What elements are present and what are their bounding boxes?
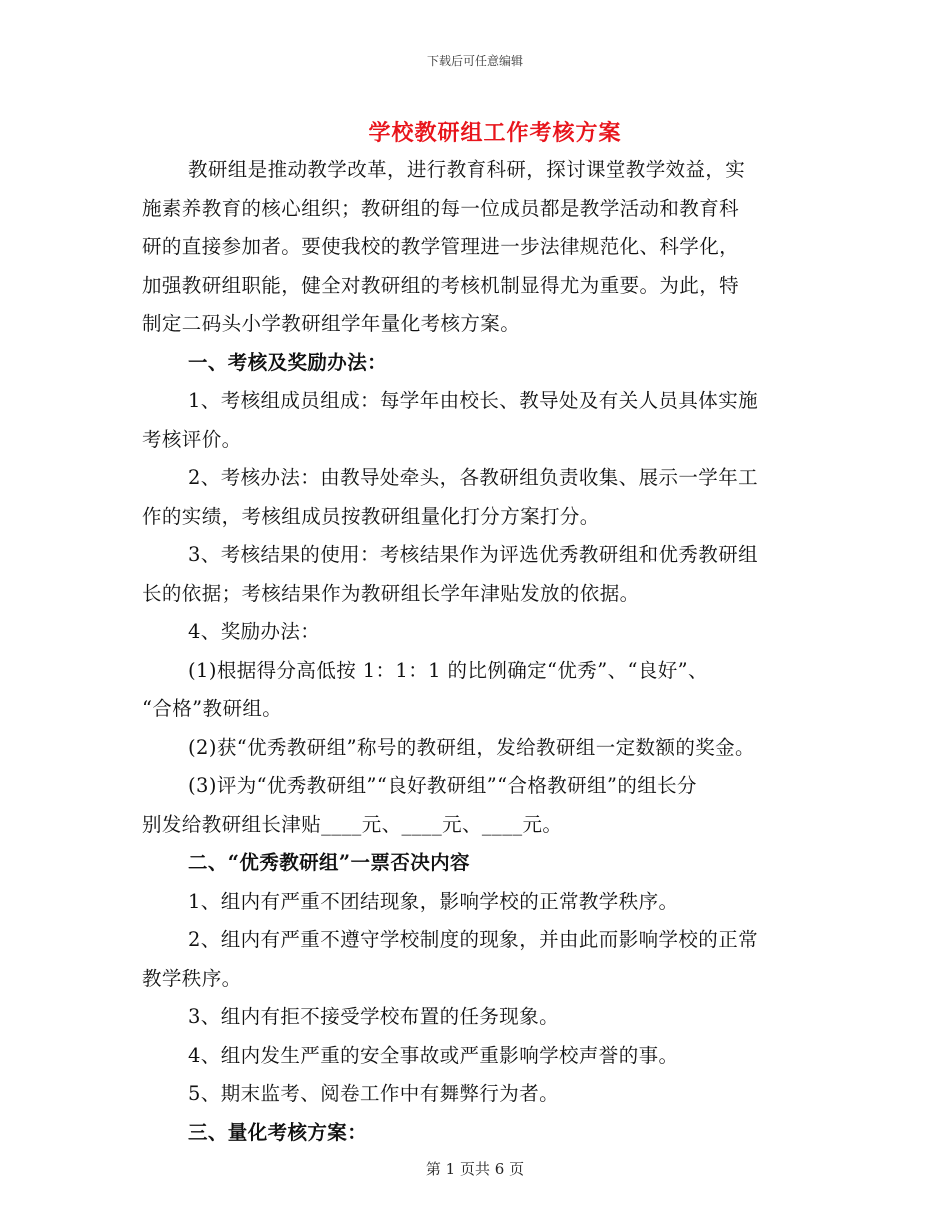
page-number-footer: 第 1 页共 6 页 <box>425 1160 525 1178</box>
reward-item-line: “合格”教研组。 <box>142 697 283 720</box>
veto-item-line: 3、组内有拒不接受学校布置的任务现象。 <box>188 1005 560 1028</box>
intro-paragraph-line: 施素养教育的核心组织；教研组的每一位成员都是教学活动和教育科 <box>142 196 740 220</box>
section-1-item-line: 4、奖励办法： <box>188 620 321 643</box>
section-1-item-line: 2、考核办法：由教导处牵头，各教研组负责收集、展示一学年工 <box>188 466 759 489</box>
veto-item-line: 2、组内有严重不遵守学校制度的现象，并由此而影响学校的正常 <box>188 928 759 951</box>
document-body <box>142 151 822 1152</box>
intro-paragraph-line: 教研组是推动教学改革，进行教育科研，探讨课堂教学效益，实 <box>188 158 746 181</box>
section-heading-2: 二、“优秀教研组”一票否决内容 <box>188 851 470 874</box>
reward-item-line: (1)根据得分高低按 1：1：1 的比例确定“优秀”、“良好”、 <box>188 658 708 682</box>
intro-paragraph-line: 研的直接参加者。要使我校的教学管理进一步法律规范化、科学化， <box>142 235 740 258</box>
page-header-note: 下载后可任意编辑 <box>426 54 523 68</box>
section-1-item-line: 1、考核组成员组成：每学年由校长、教导处及有关人员具体实施 <box>188 389 759 412</box>
section-1-item-line: 考核评价。 <box>142 427 242 451</box>
section-1-item-line: 长的依据；考核结果作为教研组长学年津贴发放的依据。 <box>142 581 640 605</box>
section-heading-3: 三、量化考核方案： <box>188 1120 368 1144</box>
veto-item-line: 教学秩序。 <box>142 966 242 990</box>
veto-item-line: 1、组内有严重不团结现象，影响学校的正常教学秩序。 <box>188 889 679 913</box>
reward-item-line: (3)评为“优秀教研组”“良好教研组”“合格教研组”的组长分 <box>188 774 697 797</box>
section-1-item-line: 3、考核结果的使用：考核结果作为评选优秀教研组和优秀教研组 <box>188 543 759 566</box>
intro-paragraph-line: 制定二码头小学教研组学年量化考核方案。 <box>142 312 521 335</box>
reward-item-line: 别发给教研组长津贴____元、____元、____元。 <box>142 812 563 836</box>
reward-item-line: (2)获“优秀教研组”称号的教研组，发给教研组一定数额的奖金。 <box>188 735 755 759</box>
section-1-item-line: 作的实绩，考核组成员按教研组量化打分方案打分。 <box>142 504 600 528</box>
veto-item-line: 5、期末监考、阅卷工作中有舞弊行为者。 <box>188 1082 560 1105</box>
section-heading-1: 一、考核及奖励办法： <box>188 350 388 374</box>
veto-item-line: 4、组内发生严重的安全事故或严重影响学校声誉的事。 <box>188 1043 679 1067</box>
document-title: 学校教研组工作考核方案 <box>368 120 622 146</box>
intro-paragraph-line: 加强教研组职能，健全对教研组的考核机制显得尤为重要。为此，特 <box>142 273 740 297</box>
